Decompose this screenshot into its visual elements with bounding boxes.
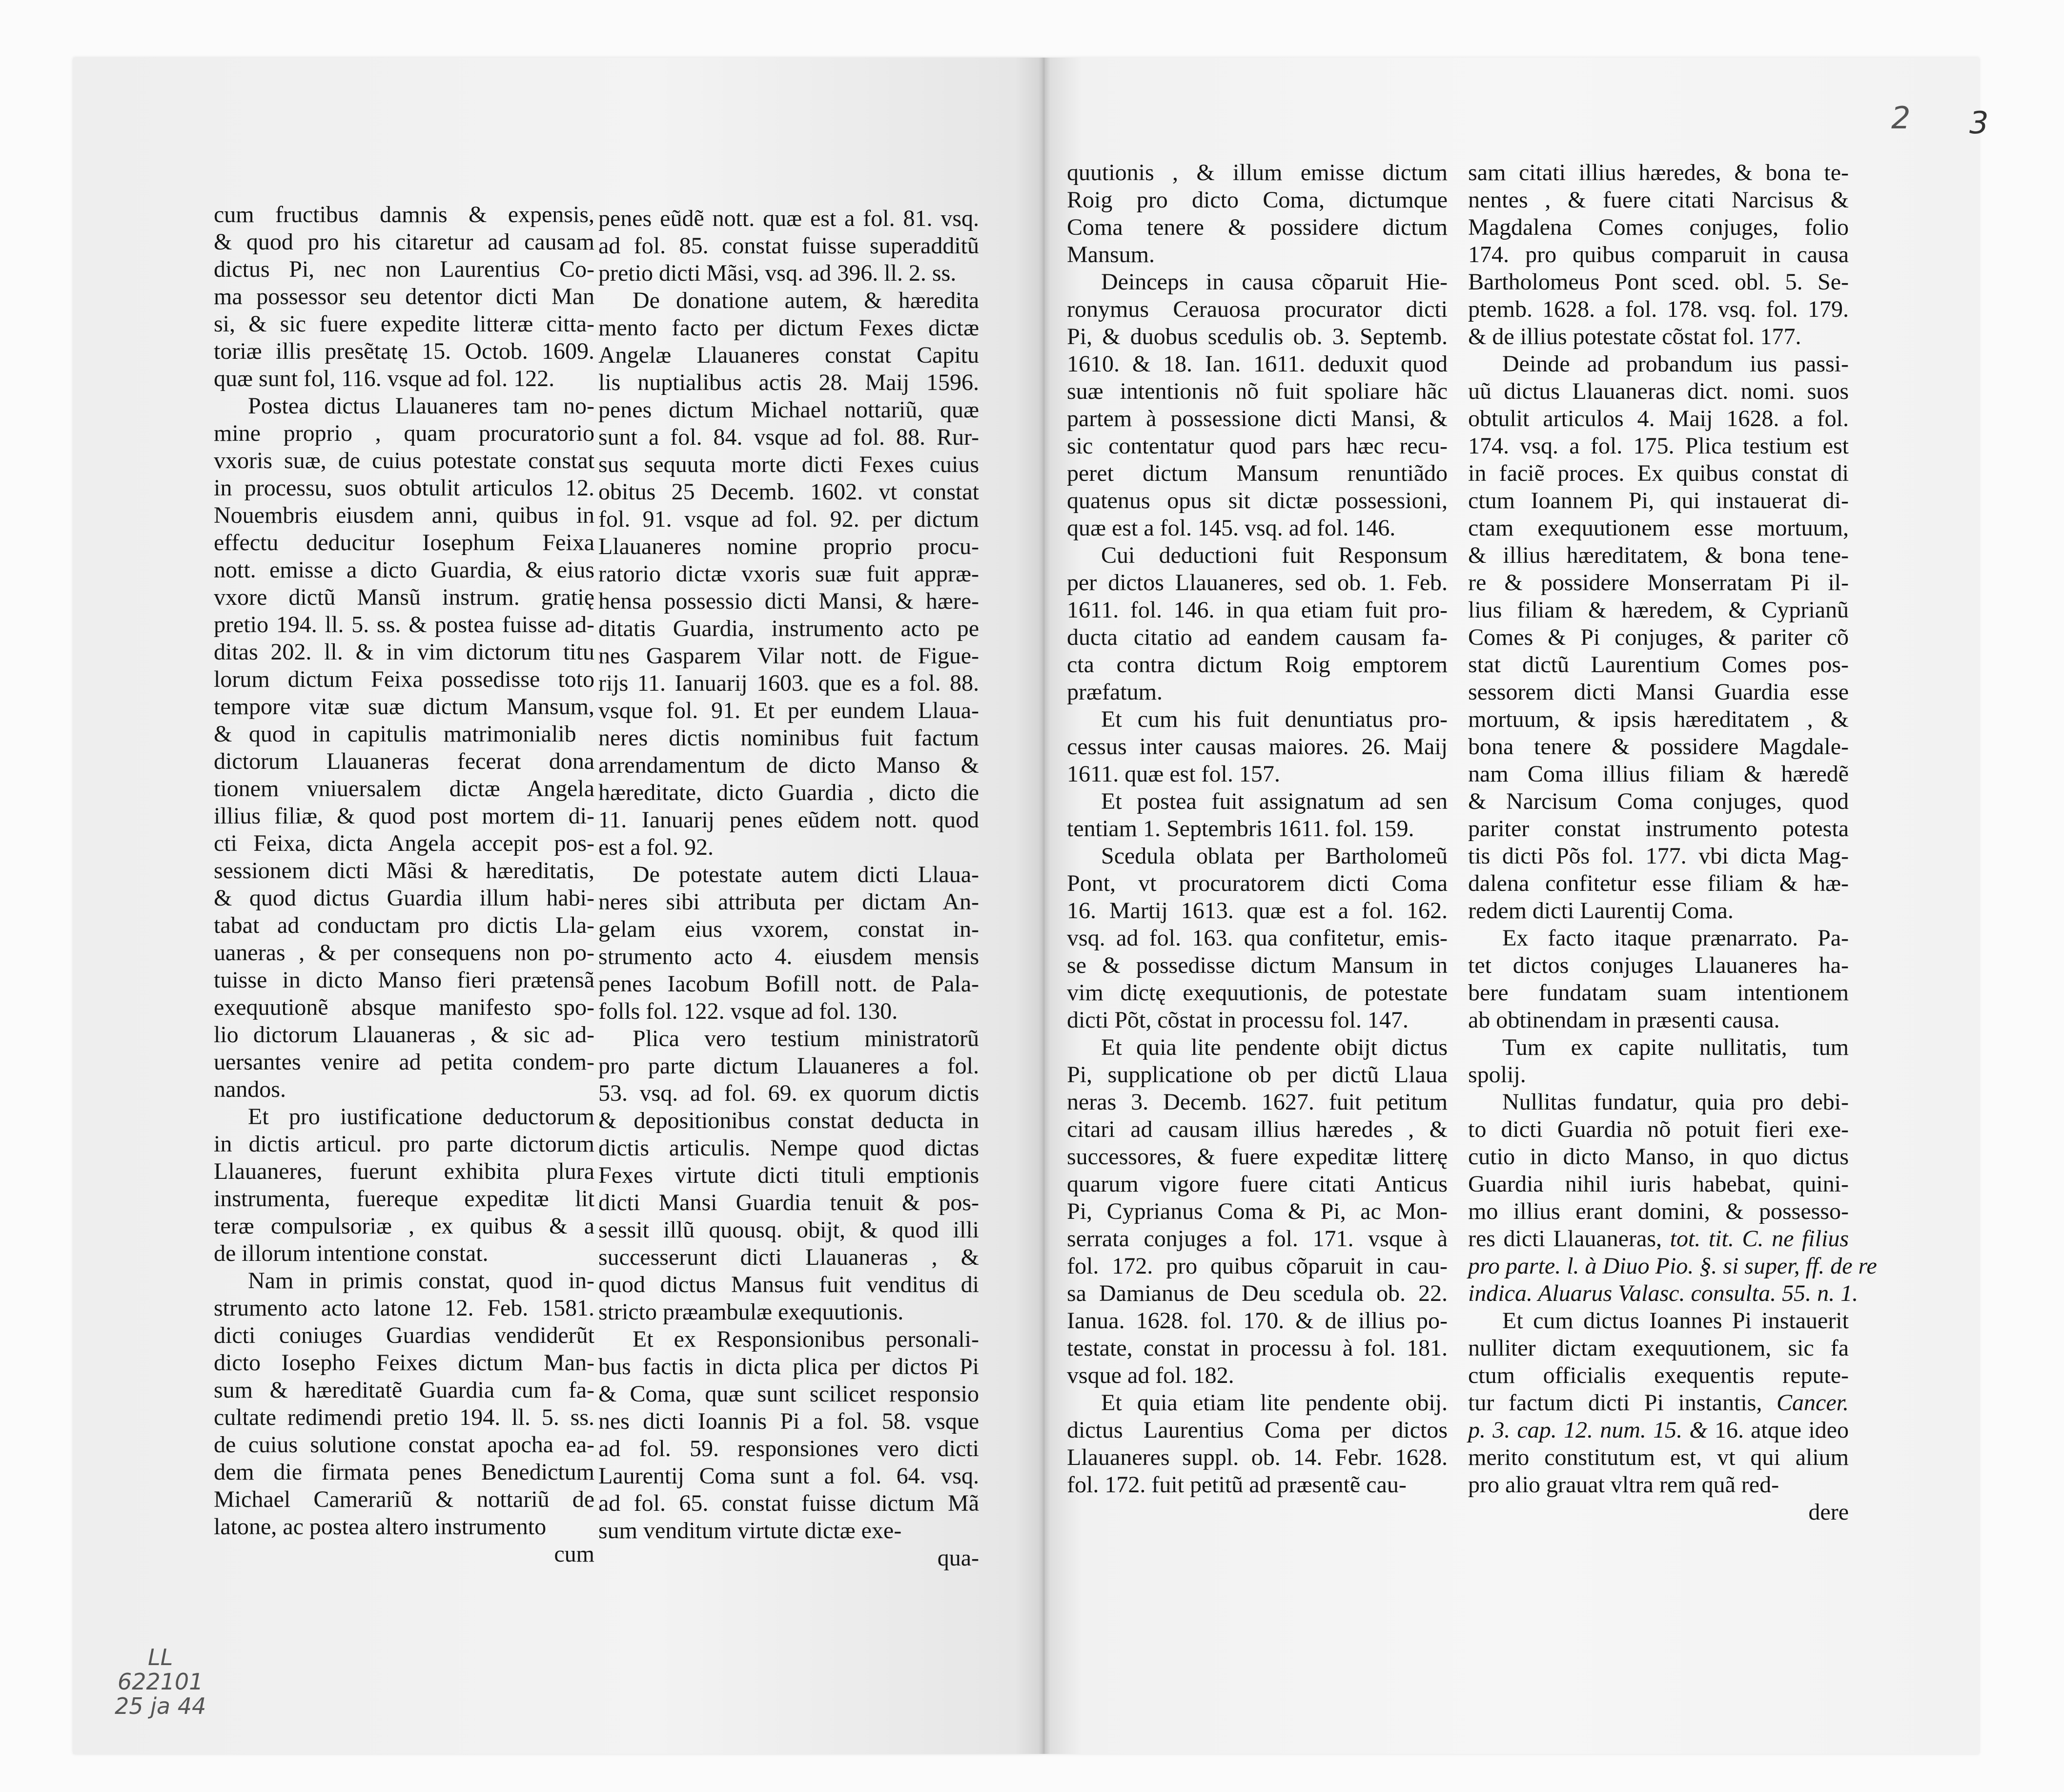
- text-line: & quod pro his citaretur ad causam: [214, 229, 594, 255]
- text-line: nes Gasparem Vilar nott. de Figue-: [598, 643, 979, 669]
- text-line: re & possidere Monserratam Pi il-: [1468, 570, 1849, 596]
- italic-citation: p. 3. cap. 12. num. 15. &: [1468, 1417, 1715, 1443]
- text-line: illius filiæ, & quod post mortem di-: [214, 803, 594, 829]
- paragraph: [214, 1103, 594, 1267]
- paragraph: [1067, 788, 1448, 843]
- text-line: quatenus opus sit dictæ possessioni,: [1067, 488, 1448, 514]
- handwritten-folio-number-partial: 3: [1969, 105, 1989, 141]
- text-line: dicto Iosepho Feixes dictum Man-: [214, 1350, 594, 1376]
- text-line: fol. 91. vsque ad fol. 92. per dictum: [598, 506, 979, 532]
- text-line: successores, & fuere expeditæ litterę: [1067, 1144, 1448, 1170]
- page-fold: [1039, 58, 1050, 1754]
- text-line: cta contra dictum Roig emptorem: [1067, 652, 1448, 678]
- handwritten-shelfmark: [115, 1645, 206, 1718]
- text-line: sessit illũ quousq. obijt, & quod illi: [598, 1217, 979, 1243]
- text-line: successerunt dicti Llauaneras , &: [598, 1244, 979, 1270]
- text-line: mortuum, & ipsis hæreditatem , &: [1468, 706, 1849, 732]
- text-line: cultate redimendi pretio 194. ll. 5. ss.: [214, 1404, 594, 1430]
- text-line: bona tenere & possidere Magdale-: [1468, 734, 1849, 760]
- text-line: Nouembris eiusdem anni, quibus in: [214, 502, 594, 528]
- catchword: qua-: [937, 1545, 979, 1571]
- text-line: dicti Põt, cõstat in processu fol. 147.: [1067, 1007, 1409, 1033]
- text-line: mo illius erant domini, & possesso-: [1468, 1198, 1849, 1224]
- paragraph: [1067, 268, 1448, 542]
- shelfmark-line: LL: [148, 1644, 173, 1670]
- text-line: ad fol. 59. responsiones vero dicti: [598, 1436, 979, 1462]
- text-line: vxoris suæ, de cuius potestate constat: [214, 448, 594, 474]
- text-line: [1468, 1389, 1849, 1417]
- text-line: dicti Mansi Guardia tenuit & pos-: [598, 1190, 979, 1215]
- text-line: est a fol. 92.: [598, 834, 714, 860]
- text-line: Nam in primis constat, quod in-: [248, 1268, 594, 1294]
- text-line: Laurentij Coma sunt a fol. 64. vsq.: [598, 1463, 979, 1489]
- text-column-1: [214, 201, 594, 1568]
- text-line: nam Coma illius filiam & hæredẽ: [1468, 761, 1849, 787]
- text-line: nott. emisse a dicto Guardia, & eius: [214, 557, 594, 583]
- text-line: ditas 202. ll. & in vim dictorum titu: [214, 639, 594, 665]
- text-line: Nullitas fundatur, quia pro debi-: [1502, 1089, 1849, 1115]
- text-line: hæreditate, dicto Guardia , dicto die: [598, 780, 979, 805]
- text-line: sessionem dicti Mãsi & hæreditatis,: [214, 858, 594, 884]
- text-line: arrendamentum de dicto Manso &: [598, 752, 979, 778]
- text-line: quarum vigore fuere citati Anticus: [1067, 1171, 1448, 1197]
- text-line: latone, ac postea altero instrumento: [214, 1514, 547, 1540]
- text-line: nulliter dictam exequutionem, sic fa: [1468, 1335, 1849, 1361]
- paragraph: [598, 861, 979, 1025]
- text-line: uũ dictus Llauaneras dict. nomi. suos: [1468, 378, 1849, 404]
- text-line: Et pro iustificatione deductorum: [248, 1104, 594, 1130]
- text-line: ronymus Cerauosa procurator dicti: [1067, 296, 1448, 322]
- text-line: lorum dictum Feixa possedisse toto: [214, 666, 594, 692]
- text-line: nentes , & fuere citati Narcisus &: [1468, 187, 1849, 213]
- text-line: cum fructibus damnis & expensis,: [214, 202, 594, 227]
- text-line: quæ sunt fol, 116. vsque ad fol. 122.: [214, 366, 555, 391]
- text-line: Guardia nihil iuris habebat, quini-: [1468, 1171, 1849, 1197]
- text-line: Fexes virtute dicti tituli emptionis: [598, 1162, 979, 1188]
- text-line: in faciẽ proces. Ex quibus constat di: [1468, 460, 1849, 486]
- text-line: Coma tenere & possidere dictum: [1067, 214, 1448, 240]
- text-line: Pi, & duobus scedulis ob. 3. Septemb.: [1067, 324, 1448, 350]
- text-line: per dictos Llauaneres, sed ob. 1. Feb.: [1067, 570, 1448, 596]
- paragraph: [1067, 843, 1448, 1034]
- text-line: cti Feixa, dicta Angela accepit pos-: [214, 830, 594, 856]
- text-line: penes eũdẽ nott. quæ est a fol. 81. vsq.: [598, 206, 979, 231]
- paragraph: [1468, 1089, 1877, 1307]
- shelfmark-line: 25 ja 44: [115, 1693, 206, 1719]
- text-segment: tur factum dicti Pi instantis,: [1468, 1390, 1777, 1416]
- text-line: & quod in capitulis matrimonialib᷒: [214, 721, 594, 747]
- text-line: sum venditum virtute dictæ exe-: [598, 1518, 902, 1544]
- text-line: Pi, Cyprianus Coma & Pi, ac Mon-: [1067, 1198, 1448, 1224]
- text-line: lio dictorum Llauaneras , & sic ad-: [214, 1022, 594, 1048]
- text-line: si, & sic fuere expedite litteræ citta-: [214, 311, 594, 337]
- text-line: sic contentatur quod pars hæc recu-: [1067, 433, 1448, 459]
- text-line: rijs 11. Ianuarij 1603. que es a fol. 88.: [598, 670, 979, 696]
- text-line: Pont, vt procuratorem dicti Coma: [1067, 870, 1448, 896]
- paragraph: [598, 205, 979, 287]
- text-line: ctum Ioannem Pi, qui instauerat di-: [1468, 488, 1849, 514]
- text-line: & de illius potestate cõstat fol. 177.: [1468, 324, 1801, 350]
- text-line: uersantes venire ad petita condem-: [214, 1049, 594, 1075]
- text-line: folls fol. 122. vsque ad fol. 130.: [598, 998, 898, 1024]
- text-line: cutio in dicto Manso, in quo dictus: [1468, 1144, 1849, 1170]
- text-line: ad fol. 65. constat fuisse dictum Mã: [598, 1490, 979, 1516]
- italic-citation: indica. Aluarus Valasc. consulta. 55. n. 1.: [1468, 1280, 1859, 1306]
- text-line: exequutionẽ absque manifesto spo-: [214, 994, 594, 1020]
- text-line: Postea dictus Llauaneres tam no-: [248, 393, 594, 419]
- text-line: Et postea fuit assignatum ad sen: [1101, 788, 1448, 814]
- catchword: cum: [554, 1541, 594, 1567]
- text-line: sus sequuta morte dicti Fexes cuius: [598, 452, 979, 477]
- text-line: merito constitutum est, vt qui alium: [1468, 1444, 1849, 1470]
- text-line: redem dicti Laurentij Coma.: [1468, 898, 1734, 924]
- text-line: præfatum.: [1067, 679, 1163, 705]
- text-line: neres sibi attributa per dictam An-: [598, 889, 979, 915]
- text-line: tuisse in dicto Manso fieri prætensã: [214, 967, 594, 993]
- text-line: vsq. ad fol. 163. qua confitetur, emis-: [1067, 925, 1448, 951]
- text-line: Llauaneres nomine proprio procu-: [598, 534, 979, 559]
- text-line: dictus Pi, nec non Laurentius Co-: [214, 256, 594, 282]
- paragraph: [1468, 159, 1849, 350]
- text-line: dictus Laurentius Coma per dictos: [1067, 1417, 1448, 1443]
- italic-citation: Cancer.: [1777, 1390, 1849, 1416]
- text-line: Ianua. 1628. fol. 170. & de illius po-: [1067, 1308, 1448, 1334]
- text-line: ctam exequutionem esse mortuum,: [1468, 515, 1849, 541]
- text-line: tempore vitæ suæ dictum Mansum,: [214, 694, 594, 720]
- text-line: neras 3. Decemb. 1627. fuit petitum: [1067, 1089, 1448, 1115]
- text-line: De donatione autem, & hæredita: [633, 288, 979, 313]
- text-line: testate, constat in processu à fol. 181.: [1067, 1335, 1448, 1361]
- text-column-2: [598, 205, 979, 1572]
- text-line: teræ compulsoriæ , ex quibus & a: [214, 1213, 594, 1239]
- paragraph: [598, 287, 979, 861]
- text-line: 1610. & 18. Ian. 1611. deduxit quod: [1067, 351, 1448, 377]
- text-line: ab obtinendam in præsenti causa.: [1468, 1007, 1780, 1033]
- text-line: sessorem dicti Mansi Guardia esse: [1468, 679, 1849, 705]
- text-line: lis nuptialibus actis 28. Maij 1596.: [598, 370, 979, 395]
- text-line: quutionis , & illum emisse dictum: [1067, 160, 1448, 185]
- paragraph: [1468, 925, 1849, 1034]
- text-line: stat dictũ Laurentium Comes pos-: [1468, 652, 1849, 678]
- text-line: Comes & Pi conjuges, & pariter cõ: [1468, 624, 1849, 650]
- text-line: sunt a fol. 84. vsque ad fol. 88. Rur-: [598, 424, 979, 450]
- text-line: fol. 172. fuit petitũ ad præsentẽ cau-: [1067, 1472, 1407, 1498]
- text-line: peret dictum Mansum renuntiãdo: [1067, 460, 1448, 486]
- text-line: [1468, 1253, 1877, 1280]
- text-line: Bartholomeus Pont sced. obl. 5. Se-: [1468, 269, 1849, 295]
- text-line: 174. vsq. a fol. 175. Plica testium est: [1468, 433, 1849, 459]
- text-line: vsque fol. 91. Et per eundem Llaua-: [598, 698, 979, 723]
- text-segment: 16. atque ideo: [1714, 1417, 1849, 1443]
- text-line: De potestate autem dicti Llaua-: [633, 862, 979, 887]
- text-line: tionem vniuersalem dictæ Angela: [214, 776, 594, 802]
- text-line: effectu deducitur Iosephum Feixa: [214, 530, 594, 556]
- text-column-3: [1067, 159, 1448, 1499]
- text-line: gelam eius vxorem, constat in-: [598, 916, 979, 942]
- text-line: Scedula oblata per Bartholomeũ: [1101, 843, 1448, 869]
- text-line: quæ est a fol. 145. vsq. ad fol. 146.: [1067, 515, 1396, 541]
- text-line: se & possedisse dictum Mansum in: [1067, 952, 1448, 978]
- text-line: 53. vsq. ad fol. 69. ex quorum dictis: [598, 1080, 979, 1106]
- italic-citation: pro parte. l. à Diuo Pio. §. si super, ff. de re: [1468, 1253, 1877, 1279]
- text-line: de cuius solutione constat apocha ea-: [214, 1432, 594, 1458]
- text-line: penes dictum Michael nottariũ, quæ: [598, 397, 979, 423]
- italic-citation: tot. tit. C. ne filius: [1670, 1226, 1849, 1252]
- text-line: tentiam 1. Septembris 1611. fol. 159.: [1067, 816, 1414, 842]
- text-line: in processu, suos obtulit articulos 12.: [214, 475, 594, 501]
- text-line: ad fol. 85. constat fuisse superadditũ: [598, 233, 979, 259]
- text-line: 11. Ianuarij penes eũdem nott. quod: [598, 807, 979, 833]
- text-line: obtulit articulos 4. Maij 1628. a fol.: [1468, 406, 1849, 432]
- paragraph: [214, 1267, 594, 1541]
- text-line: nes dicti Ioannis Pi a fol. 58. vsque: [598, 1408, 979, 1434]
- text-line: & Narcisum Coma conjuges, quod: [1468, 788, 1849, 814]
- paragraph: [214, 201, 594, 392]
- text-line: & quod dictus Guardia illum habi-: [214, 885, 594, 911]
- text-line: 174. pro quibus comparuit in causa: [1468, 242, 1849, 268]
- text-line: de illorum intentione constat.: [214, 1240, 489, 1266]
- text-line: serrata conjuges a fol. 171. vsque à: [1067, 1226, 1448, 1252]
- text-line: ptemb. 1628. a fol. 178. vsq. fol. 179.: [1468, 296, 1849, 322]
- text-line: spolij.: [1468, 1062, 1526, 1088]
- paragraph: [1067, 159, 1448, 268]
- text-segment: res dicti Llauaneras,: [1468, 1226, 1670, 1252]
- text-line: Et cum his fuit denuntiatus pro-: [1101, 706, 1448, 732]
- text-line: sum & hæreditatẽ Guardia cum fa-: [214, 1377, 594, 1403]
- text-line: uaneras , & per consequens non po-: [214, 940, 594, 966]
- text-line: tet dictos conjuges Llauaneres ha-: [1468, 952, 1849, 978]
- text-line: toriæ illis presẽtatę 15. Octob. 1609.: [214, 338, 594, 364]
- text-line: ratorio dictæ vxoris suæ fuit appræ-: [598, 561, 979, 587]
- paragraph: [214, 392, 594, 1103]
- text-line: Deinde ad probandum ius passi-: [1502, 351, 1849, 377]
- text-line: sa Damianus de Deu scedula ob. 22.: [1067, 1280, 1448, 1306]
- text-line: nandos.: [214, 1076, 286, 1102]
- text-line: partem à possessione dicti Mansi, &: [1067, 406, 1448, 432]
- text-line: pro alio grauat vltra rem quã red-: [1468, 1472, 1779, 1498]
- text-line: vsque ad fol. 182.: [1067, 1362, 1234, 1388]
- text-line: pretio dicti Mãsi, vsq. ad 396. ll. 2. ss.: [598, 260, 957, 286]
- text-line: Pi, supplicatione ob per dictũ Llaua: [1067, 1062, 1448, 1088]
- text-line: in dictis articul. pro parte dictorum: [214, 1131, 594, 1157]
- text-line: Tum ex capite nullitatis, tum: [1502, 1034, 1849, 1060]
- text-line: ma possessor seu detentor dicti Man: [214, 284, 594, 309]
- text-line: strumento acto latone 12. Feb. 1581.: [214, 1295, 594, 1321]
- text-line: vim dictę exequutionis, de potestate: [1067, 980, 1448, 1006]
- text-line: Plica vero testium ministratorũ: [633, 1026, 979, 1051]
- text-line: sam citati illius hæredes, & bona te-: [1468, 160, 1849, 185]
- paragraph: [1468, 1307, 1849, 1499]
- shelfmark-line: 622101: [117, 1668, 204, 1695]
- text-line: bus factis in dicta plica per dictos Pi: [598, 1354, 979, 1380]
- text-line: 16. Martij 1613. quæ est a fol. 162.: [1067, 898, 1448, 924]
- paragraph: [1468, 1034, 1849, 1089]
- text-line: obitus 25 Decemb. 1602. vt constat: [598, 479, 979, 505]
- text-line: Et quia etiam lite pendente obij.: [1101, 1390, 1448, 1416]
- text-line: dictis articulis. Nempe quod dictas: [598, 1135, 979, 1161]
- text-line: fol. 172. pro quibus cõparuit in cau-: [1067, 1253, 1448, 1279]
- text-line: ducta citatio ad eandem causam fa-: [1067, 624, 1448, 650]
- text-line: cessus inter causas maiores. 26. Maij: [1067, 734, 1448, 760]
- text-line: & Coma, quæ sunt scilicet responsio: [598, 1381, 979, 1407]
- text-line: neres dictis nominibus fuit factum: [598, 725, 979, 751]
- text-column-4: [1468, 159, 1877, 1526]
- text-line: hensa possessio dicti Mansi, & hære-: [598, 588, 979, 614]
- catchword: dere: [1808, 1499, 1849, 1525]
- text-line: bere fundatam suam intentionem: [1468, 980, 1849, 1006]
- text-line: mento facto per dictum Fexes dictæ: [598, 315, 979, 341]
- text-line: & depositionibus constat deducta in: [598, 1108, 979, 1133]
- text-line: dalena confitetur esse filiam & hæ-: [1468, 870, 1849, 896]
- text-line: 1611. fol. 146. in qua etiam fuit pro-: [1067, 597, 1448, 623]
- text-line: mine proprio , quam procuratorio: [214, 420, 594, 446]
- text-line: suæ intentionis nõ fuit spoliare hãc: [1067, 378, 1448, 404]
- text-line: stricto præambulæ exequutionis.: [598, 1299, 904, 1325]
- text-line: Et quia lite pendente obijt dictus: [1101, 1034, 1448, 1060]
- text-line: instrumenta, fuereque expeditæ lit: [214, 1186, 594, 1212]
- text-line: ctum officialis exequentis repute-: [1468, 1362, 1849, 1388]
- paragraph: [1067, 1389, 1448, 1499]
- text-line: Deinceps in causa cõparuit Hie-: [1101, 269, 1448, 295]
- text-line: to dicti Guardia nõ potuit fieri exe-: [1468, 1116, 1849, 1142]
- text-line: & illius hæreditatem, & bona tene-: [1468, 542, 1849, 568]
- text-line: Cui deductioni fuit Responsum: [1101, 542, 1448, 568]
- text-line: citari ad causam illius hæredes , &: [1067, 1116, 1448, 1142]
- text-line: tis dicti Põs fol. 177. vbi dicta Mag-: [1468, 843, 1849, 869]
- text-line: quod dictus Mansus fuit venditus di: [598, 1272, 979, 1298]
- text-line: Michael Camerariũ & nottariũ de: [214, 1486, 594, 1512]
- text-line: lius filiam & hæredem, & Cyprianũ: [1468, 597, 1849, 623]
- paragraph: [598, 1025, 979, 1326]
- text-line: pro parte dictum Llauaneres a fol.: [598, 1053, 979, 1079]
- text-line: penes Iacobum Bofill nott. de Pala-: [598, 971, 979, 997]
- text-line: vxore dictũ Mansũ instrum. gratię: [214, 584, 594, 610]
- text-line: dicti coniuges Guardias vendiderũt: [214, 1322, 594, 1348]
- handwritten-folio-number: 2: [1891, 100, 1911, 136]
- text-line: Et cum dictus Ioannes Pi instauerit: [1502, 1308, 1849, 1334]
- text-line: [1468, 1417, 1849, 1444]
- text-line: Angelæ Llauaneres constat Capitu: [598, 342, 979, 368]
- text-line: strumento acto 4. eiusdem mensis: [598, 944, 979, 969]
- text-line: Llauaneres suppl. ob. 14. Febr. 1628.: [1067, 1444, 1448, 1470]
- paragraph: [1468, 350, 1849, 925]
- text-line: pariter constat instrumento potesta: [1468, 816, 1849, 842]
- text-line: Ex facto itaque prænarrato. Pa-: [1502, 925, 1849, 951]
- paragraph: [1067, 1034, 1448, 1389]
- paragraph: [1067, 542, 1448, 706]
- text-line: 1611. quæ est fol. 157.: [1067, 761, 1280, 787]
- text-line: Magdalena Comes conjuges, folio: [1468, 214, 1849, 240]
- text-line: ditatis Guardia, instrumento acto pe: [598, 616, 979, 641]
- text-line: dictorum Llauaneras fecerat dona: [214, 748, 594, 774]
- text-line: [1468, 1280, 1859, 1307]
- paragraph: [598, 1326, 979, 1545]
- text-line: [1468, 1225, 1849, 1253]
- text-line: tabat ad conductam pro dictis Lla-: [214, 912, 594, 938]
- text-line: Et ex Responsionibus personali-: [633, 1326, 979, 1352]
- text-line: Llauaneres, fuerunt exhibita plura: [214, 1158, 594, 1184]
- text-line: dem die firmata penes Benedictum: [214, 1459, 594, 1485]
- text-line: pretio 194. ll. 5. ss. & postea fuisse ad-: [214, 612, 594, 638]
- text-line: Roig pro dicto Coma, dictumque: [1067, 187, 1448, 213]
- paragraph: [1067, 706, 1448, 788]
- text-line: Mansum.: [1067, 242, 1155, 268]
